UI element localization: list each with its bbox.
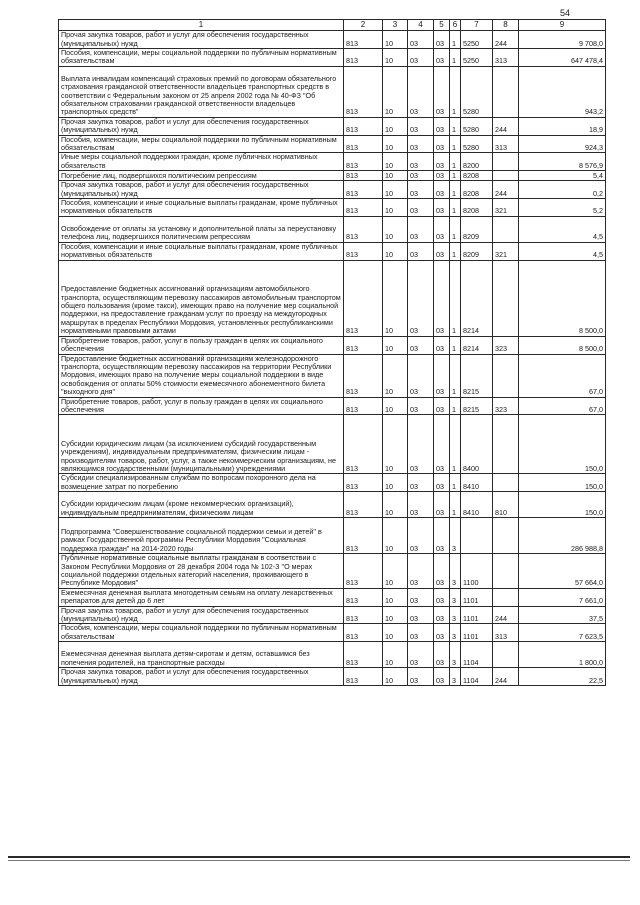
admin-code-cell: 813 [344,260,383,336]
table-row [59,117,606,135]
item-code-cell: 8208 [461,171,493,181]
item-code-cell: 8200 [461,153,493,171]
amount-cell: 9 708,0 [519,31,606,49]
program-cell: 03 [434,415,450,474]
column-header: 2 [344,20,383,31]
table-row [59,31,606,49]
program-cell: 03 [434,216,450,242]
amount-cell: 924,3 [519,135,606,153]
admin-code-cell: 813 [344,181,383,199]
table-row [59,135,606,153]
row-name-cell: Прочая закупка товаров, работ и услуг для обеспечения государственных (муниципальных) нужд [59,117,344,135]
program-cell: 03 [434,397,450,415]
admin-code-cell: 813 [344,49,383,67]
admin-code-cell: 813 [344,171,383,181]
expense-type-cell: 313 [493,624,519,642]
admin-code-cell: 813 [344,153,383,171]
subsection-cell: 03 [408,242,434,260]
table-row [59,518,606,554]
amount-cell: 943,2 [519,66,606,117]
row-name-cell: Пособия, компенсации и иные социальные выплаты гражданам, кроме публичных нормативных обязательств [59,242,344,260]
table-row [59,153,606,171]
admin-code-cell: 813 [344,242,383,260]
table-row [59,492,606,518]
item-code-cell: 1101 [461,606,493,624]
amount-cell: 150,0 [519,474,606,492]
expense-type-cell [493,518,519,554]
item-code-cell: 8209 [461,242,493,260]
amount-cell: 5,4 [519,171,606,181]
subsection-cell: 03 [408,492,434,518]
item-code-cell: 1101 [461,588,493,606]
row-name-cell: Ежемесячная денежная выплата многодетным семьям на оплату лекарственных препаратов для детей до 6 лет [59,588,344,606]
subprogram-cell: 1 [450,216,461,242]
table-row [59,216,606,242]
amount-cell: 0,2 [519,181,606,199]
subprogram-cell: 1 [450,153,461,171]
amount-cell: 286 988,8 [519,518,606,554]
admin-code-cell: 813 [344,397,383,415]
item-code-cell: 8215 [461,354,493,397]
admin-code-cell: 813 [344,415,383,474]
amount-cell: 150,0 [519,415,606,474]
expense-type-cell [493,474,519,492]
program-cell: 03 [434,49,450,67]
item-code-cell: 8410 [461,474,493,492]
row-name-cell: Прочая закупка товаров, работ и услуг для обеспечения государственных (муниципальных) нужд [59,606,344,624]
amount-cell: 4,5 [519,242,606,260]
amount-cell: 150,0 [519,492,606,518]
row-name-cell: Приобретение товаров, работ, услуг в пользу граждан в целях их социального обеспечения [59,397,344,415]
column-header: 8 [493,20,519,31]
item-code-cell: 8214 [461,260,493,336]
row-name-cell: Прочая закупка товаров, работ и услуг для обеспечения государственных (муниципальных) нужд [59,181,344,199]
section-cell: 10 [383,117,408,135]
section-cell: 10 [383,492,408,518]
section-cell: 10 [383,518,408,554]
item-code-cell: 1104 [461,642,493,668]
admin-code-cell: 813 [344,624,383,642]
program-cell: 03 [434,474,450,492]
program-cell: 03 [434,554,450,589]
admin-code-cell: 813 [344,474,383,492]
subprogram-cell: 3 [450,588,461,606]
section-cell: 10 [383,336,408,354]
program-cell: 03 [434,518,450,554]
table-row [59,242,606,260]
subprogram-cell: 1 [450,474,461,492]
expense-type-cell: 323 [493,336,519,354]
section-cell: 10 [383,153,408,171]
row-name-cell: Освобождение от оплаты за установку и дополнительной платы за переустановку телефона лиц, подвергшихся политическим репрессиям [59,216,344,242]
amount-cell: 7 623,5 [519,624,606,642]
subprogram-cell: 1 [450,31,461,49]
table-row [59,474,606,492]
item-code-cell: 8208 [461,199,493,217]
subsection-cell: 03 [408,474,434,492]
section-cell: 10 [383,606,408,624]
column-header: 1 [59,20,344,31]
subprogram-cell: 3 [450,668,461,686]
item-code-cell: 5250 [461,31,493,49]
section-cell: 10 [383,49,408,67]
row-name-cell: Подпрограмма "Совершенствование социальной поддержки семьи и детей" в рамках Государственной программы Республики Мордовия "Социальная поддержка граждан" на 2014-2020 годы [59,518,344,554]
program-cell: 03 [434,66,450,117]
admin-code-cell: 813 [344,199,383,217]
table-row [59,588,606,606]
section-cell: 10 [383,554,408,589]
admin-code-cell: 813 [344,642,383,668]
subsection-cell: 03 [408,49,434,67]
column-header: 5 [434,20,450,31]
program-cell: 03 [434,668,450,686]
program-cell: 03 [434,492,450,518]
program-cell: 03 [434,624,450,642]
expense-type-cell [493,588,519,606]
subsection-cell: 03 [408,554,434,589]
expense-type-cell [493,260,519,336]
subsection-cell: 03 [408,415,434,474]
amount-cell: 7 661,0 [519,588,606,606]
subsection-cell: 03 [408,624,434,642]
table-row [59,554,606,589]
amount-cell: 8 576,9 [519,153,606,171]
expense-type-cell: 244 [493,606,519,624]
section-cell: 10 [383,415,408,474]
admin-code-cell: 813 [344,31,383,49]
item-code-cell: 1104 [461,668,493,686]
expense-type-cell [493,66,519,117]
section-cell: 10 [383,216,408,242]
subsection-cell: 03 [408,66,434,117]
subprogram-cell: 1 [450,66,461,117]
expense-type-cell: 244 [493,668,519,686]
subsection-cell: 03 [408,588,434,606]
item-code-cell: 5250 [461,49,493,67]
column-header: 4 [408,20,434,31]
table-row [59,49,606,67]
subsection-cell: 03 [408,181,434,199]
section-cell: 10 [383,624,408,642]
subprogram-cell: 3 [450,642,461,668]
subsection-cell: 03 [408,642,434,668]
table-row [59,354,606,397]
section-cell: 10 [383,66,408,117]
amount-cell: 22,5 [519,668,606,686]
row-name-cell: Публичные нормативные социальные выплаты гражданам в соответствии с Законом Республики Мордовия от 28 декабря 2004 года № 102-З "О мерах социальной поддержки отдельных категорий населения, проживающего в Республике Мордовия" [59,554,344,589]
table-row [59,171,606,181]
section-cell: 10 [383,642,408,668]
table-row [59,606,606,624]
row-name-cell: Пособия, компенсации, меры социальной поддержки по публичным нормативным обязательствам [59,135,344,153]
row-name-cell: Пособия, компенсации, меры социальной поддержки по публичным нормативным обязательствам [59,49,344,67]
row-name-cell: Погребение лиц, подвергшихся политическим репрессиям [59,171,344,181]
program-cell: 03 [434,354,450,397]
subprogram-cell: 1 [450,135,461,153]
admin-code-cell: 813 [344,216,383,242]
expense-type-cell [493,642,519,668]
table-row [59,642,606,668]
admin-code-cell: 813 [344,492,383,518]
item-code-cell: 8215 [461,397,493,415]
row-name-cell: Субсидии специализированным службам по вопросам похоронного дела на возмещение затрат по погребению [59,474,344,492]
expense-type-cell [493,415,519,474]
expense-type-cell [493,554,519,589]
section-cell: 10 [383,242,408,260]
table-row [59,415,606,474]
subsection-cell: 03 [408,216,434,242]
subsection-cell: 03 [408,153,434,171]
subprogram-cell: 3 [450,624,461,642]
expense-type-cell [493,216,519,242]
subprogram-cell: 3 [450,518,461,554]
row-name-cell: Приобретение товаров, работ, услуг в пользу граждан в целях их социального обеспечения [59,336,344,354]
subsection-cell: 03 [408,260,434,336]
subsection-cell: 03 [408,354,434,397]
admin-code-cell: 813 [344,606,383,624]
table-row [59,66,606,117]
expense-type-cell: 244 [493,181,519,199]
subprogram-cell: 1 [450,181,461,199]
section-cell: 10 [383,260,408,336]
row-name-cell: Субсидии юридическим лицам (за исключением субсидий государственным учреждениям), индивидуальным предпринимателям, физическим лицам - производителям товаров, работ, услуг, а также некоммерческим организациям, не являющимся государственными (муниципальными) учреждениями [59,415,344,474]
item-code-cell: 1100 [461,554,493,589]
item-code-cell: 1101 [461,624,493,642]
table-row [59,336,606,354]
section-cell: 10 [383,474,408,492]
row-name-cell: Предоставление бюджетных ассигнований организациям автомобильного транспорта, осуществляющим перевозку пассажиров автомобильным транспортом общего пользования (кроме такси), имеющих право на получение мер социальной поддержки, на предоставление гражданам услуг по проезду на междугородных маршрутах в пределах Республики Мордовия, установленных республиканскими нормативными правовыми актами [59,260,344,336]
section-cell: 10 [383,588,408,606]
program-cell: 03 [434,181,450,199]
expense-type-cell [493,354,519,397]
page-number: 54 [560,8,571,18]
table-row [59,624,606,642]
subsection-cell: 03 [408,135,434,153]
subsection-cell: 03 [408,336,434,354]
amount-cell: 4,5 [519,216,606,242]
column-header: 3 [383,20,408,31]
row-name-cell: Прочая закупка товаров, работ и услуг для обеспечения государственных (муниципальных) нужд [59,31,344,49]
table-row [59,397,606,415]
item-code-cell: 8400 [461,415,493,474]
admin-code-cell: 813 [344,588,383,606]
subsection-cell: 03 [408,117,434,135]
row-name-cell: Иные меры социальной поддержки граждан, кроме публичных нормативных обязательств [59,153,344,171]
amount-cell: 37,5 [519,606,606,624]
expense-type-cell: 244 [493,117,519,135]
table-row [59,199,606,217]
table-body [59,31,606,686]
program-cell: 03 [434,31,450,49]
table-row [59,668,606,686]
item-code-cell: 5280 [461,117,493,135]
admin-code-cell: 813 [344,518,383,554]
item-code-cell: 5280 [461,135,493,153]
column-header: 9 [519,20,606,31]
program-cell: 03 [434,199,450,217]
program-cell: 03 [434,242,450,260]
section-cell: 10 [383,668,408,686]
expense-type-cell: 313 [493,49,519,67]
subsection-cell: 03 [408,171,434,181]
section-cell: 10 [383,31,408,49]
subprogram-cell: 1 [450,492,461,518]
amount-cell: 18,9 [519,117,606,135]
subprogram-cell: 1 [450,49,461,67]
item-code-cell: 5280 [461,66,493,117]
expense-type-cell: 323 [493,397,519,415]
row-name-cell: Пособия, компенсации, меры социальной поддержки по публичным нормативным обязательствам [59,624,344,642]
subprogram-cell: 1 [450,117,461,135]
table-row [59,260,606,336]
expense-type-cell: 321 [493,199,519,217]
section-cell: 10 [383,135,408,153]
program-cell: 03 [434,606,450,624]
amount-cell: 67,0 [519,397,606,415]
admin-code-cell: 813 [344,336,383,354]
program-cell: 03 [434,588,450,606]
admin-code-cell: 813 [344,354,383,397]
subprogram-cell: 1 [450,242,461,260]
section-cell: 10 [383,171,408,181]
subsection-cell: 03 [408,397,434,415]
item-code-cell: 8209 [461,216,493,242]
item-code-cell: 8214 [461,336,493,354]
subsection-cell: 03 [408,518,434,554]
amount-cell: 647 478,4 [519,49,606,67]
row-name-cell: Субсидии юридическим лицам (кроме некоммерческих организаций), индивидуальным предпринимателям, физическим лицам [59,492,344,518]
budget-table [58,19,606,686]
item-code-cell: 8410 [461,492,493,518]
amount-cell: 1 800,0 [519,642,606,668]
row-name-cell: Ежемесячная денежная выплата детям-сиротам и детям, оставшимся без попечения родителей, на транспортные расходы [59,642,344,668]
subprogram-cell: 3 [450,554,461,589]
subprogram-cell: 1 [450,354,461,397]
subprogram-cell: 1 [450,260,461,336]
expense-type-cell: 321 [493,242,519,260]
section-cell: 10 [383,181,408,199]
expense-type-cell [493,153,519,171]
row-name-cell: Пособия, компенсации и иные социальные выплаты гражданам, кроме публичных нормативных обязательств [59,199,344,217]
subprogram-cell: 1 [450,336,461,354]
column-header-row [59,20,606,31]
expense-type-cell: 313 [493,135,519,153]
admin-code-cell: 813 [344,66,383,117]
section-cell: 10 [383,354,408,397]
admin-code-cell: 813 [344,554,383,589]
section-cell: 10 [383,199,408,217]
expense-type-cell: 810 [493,492,519,518]
subprogram-cell: 1 [450,415,461,474]
column-header: 6 [450,20,461,31]
expense-type-cell: 244 [493,31,519,49]
row-name-cell: Выплата инвалидам компенсаций страховых премий по договорам обязательного страхования гражданской ответственности владельцев транспортных средств в соответствии с Федеральным законом от 25 апреля 2002 года № 40-ФЗ "Об обязательном страховании гражданской ответственности владельцев транспортных средств" [59,66,344,117]
program-cell: 03 [434,642,450,668]
section-cell: 10 [383,397,408,415]
subsection-cell: 03 [408,606,434,624]
program-cell: 03 [434,117,450,135]
amount-cell: 8 500,0 [519,336,606,354]
subsection-cell: 03 [408,199,434,217]
program-cell: 03 [434,336,450,354]
subprogram-cell: 1 [450,171,461,181]
program-cell: 03 [434,153,450,171]
amount-cell: 57 664,0 [519,554,606,589]
admin-code-cell: 813 [344,668,383,686]
subprogram-cell: 3 [450,606,461,624]
subsection-cell: 03 [408,31,434,49]
subsection-cell: 03 [408,668,434,686]
amount-cell: 67,0 [519,354,606,397]
bottom-rule-thin [8,860,630,861]
program-cell: 03 [434,260,450,336]
row-name-cell: Прочая закупка товаров, работ и услуг для обеспечения государственных (муниципальных) нужд [59,668,344,686]
column-header: 7 [461,20,493,31]
amount-cell: 5,2 [519,199,606,217]
program-cell: 03 [434,135,450,153]
admin-code-cell: 813 [344,117,383,135]
expense-type-cell [493,171,519,181]
row-name-cell: Предоставление бюджетных ассигнований организациям железнодорожного транспорта, осуществляющим перевозку пассажиров на территории Республики Мордовия, имеющих право на получение меры социальной поддержки в виде освобождения от оплаты 50% стоимости ежемесячного абонементного билета "выходного дня" [59,354,344,397]
program-cell: 03 [434,171,450,181]
item-code-cell: 8208 [461,181,493,199]
amount-cell: 8 500,0 [519,260,606,336]
bottom-rule [8,856,630,858]
admin-code-cell: 813 [344,135,383,153]
table-row [59,181,606,199]
subprogram-cell: 1 [450,199,461,217]
subprogram-cell: 1 [450,397,461,415]
item-code-cell [461,518,493,554]
